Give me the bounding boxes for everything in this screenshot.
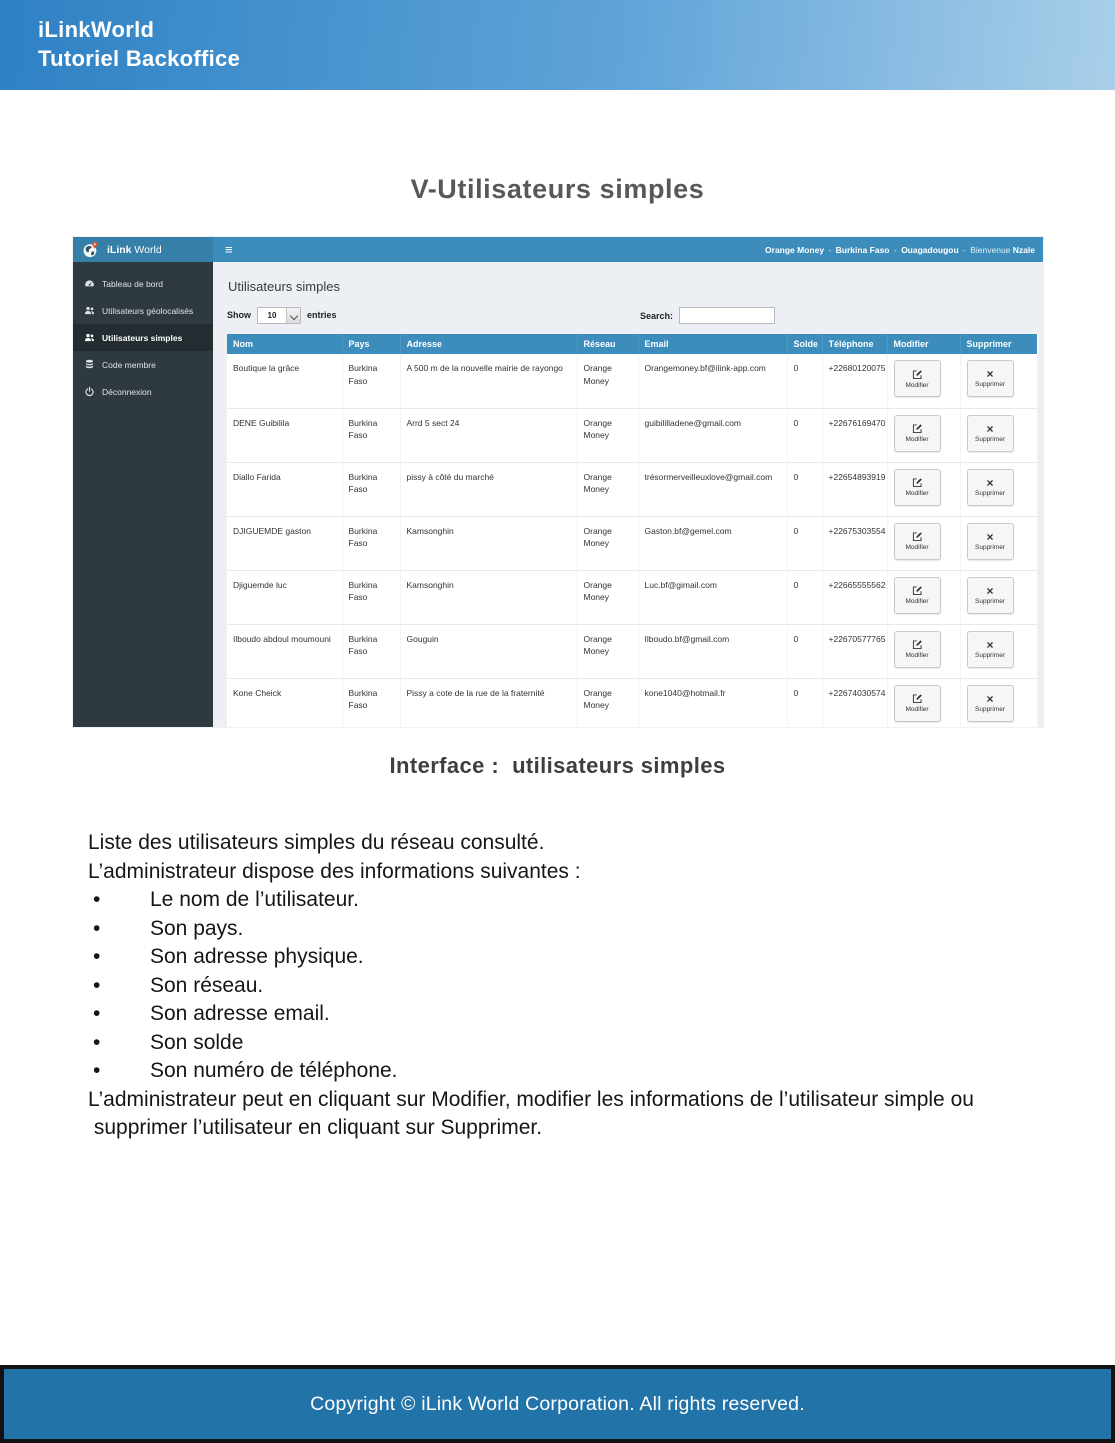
cell-telephone: +22675303554 <box>822 516 887 570</box>
header-title-line1: iLinkWorld <box>38 17 155 42</box>
cell-telephone: +22670577765 <box>822 624 887 678</box>
table-row <box>227 678 1037 727</box>
table-row <box>227 624 1037 678</box>
intro-line: Liste des utilisateurs simples du réseau consulté. <box>88 831 545 854</box>
bullet-list <box>88 886 1048 1086</box>
bullet-dot: • <box>93 945 101 968</box>
app-body <box>73 262 1043 727</box>
cell-adresse: Gouguin <box>400 624 577 678</box>
sidebar-item-deconnexion[interactable] <box>73 378 213 405</box>
bullet-dot: • <box>93 916 101 940</box>
cell-telephone: +22674030574 <box>822 678 887 727</box>
cell-email: kone1040@hotmail.fr <box>638 678 787 727</box>
table-row <box>227 408 1037 462</box>
sidebar-item-label: Tableau de bord <box>102 278 163 289</box>
cell-modifier <box>887 354 960 408</box>
cell-pays: Burkina Faso <box>342 462 400 516</box>
column-header-email[interactable]: Email <box>638 334 787 354</box>
document-footer <box>0 1365 1115 1443</box>
sidebar-item-label: Code membre <box>102 359 156 370</box>
cell-email: trésormerveilleuxlove@gmail.com <box>638 462 787 516</box>
supprimer-button[interactable]: × Supprimer <box>967 523 1014 560</box>
cell-reseau: Orange Money <box>577 570 638 624</box>
modifier-button[interactable]: Modifier <box>894 415 941 452</box>
cell-supprimer <box>960 354 1037 408</box>
sidebar-item-label: Utilisateurs simples <box>102 332 183 343</box>
table-row <box>227 570 1037 624</box>
supprimer-button[interactable]: × Supprimer <box>967 577 1014 614</box>
cell-email: guibililladene@gmail.com <box>638 408 787 462</box>
sidebar-item-code-membre[interactable] <box>73 351 213 378</box>
edit-icon <box>912 693 923 704</box>
edit-icon <box>912 423 923 434</box>
cell-pays: Burkina Faso <box>342 624 400 678</box>
bullet-text: Son adresse physique. <box>150 945 364 968</box>
x-icon: × <box>986 529 994 544</box>
search-input[interactable] <box>679 307 775 324</box>
screenshot-caption: Interface : utilisateurs simples <box>389 753 726 778</box>
globe-pin-icon <box>82 241 100 259</box>
cell-solde: 0 <box>787 570 822 624</box>
cell-pays: Burkina Faso <box>342 678 400 727</box>
table-controls <box>227 306 1038 328</box>
brand-text: iLink World <box>107 243 162 256</box>
cell-reseau: Orange Money <box>577 462 638 516</box>
cell-supprimer <box>960 462 1037 516</box>
entries-label: entries <box>307 310 337 320</box>
cell-supprimer <box>960 570 1037 624</box>
cell-solde: 0 <box>787 516 822 570</box>
outro-line: L’administrateur peut en cliquant sur Modifier, modifier les informations de l’utilisateur simple ou <box>88 1087 974 1111</box>
cell-solde: 0 <box>787 678 822 727</box>
cell-email: Luc.bf@gimail.com <box>638 570 787 624</box>
cell-reseau: Orange Money <box>577 354 638 408</box>
bullet-item <box>88 886 1048 915</box>
table-row <box>227 516 1037 570</box>
sidebar-item-tableau-de-bord[interactable] <box>73 270 213 297</box>
cell-adresse: Arrd 5 sect 24 <box>400 408 577 462</box>
supprimer-button[interactable]: × Supprimer <box>967 469 1014 506</box>
column-header-pays[interactable]: Pays <box>342 334 400 354</box>
brand-logo[interactable] <box>73 237 213 262</box>
table-row <box>227 354 1037 408</box>
bullet-text: Son réseau. <box>150 973 264 997</box>
cell-telephone: +22680120075 <box>822 354 887 408</box>
sidebar-item-label: Déconnexion <box>102 386 152 397</box>
cell-email: Ilboudo.bf@gmail.com <box>638 624 787 678</box>
x-icon: × <box>986 637 994 652</box>
cell-modifier <box>887 408 960 462</box>
cell-nom: Boutique la grâce <box>227 354 342 408</box>
navbar-status-text: Orange Money - Burkina Faso - Ouagadougou - Bienvenue Nzale <box>765 244 1035 255</box>
modifier-button[interactable]: Modifier <box>894 360 941 397</box>
cell-nom: Kone Cheick <box>227 678 342 727</box>
cell-nom: DJIGUEMDE gaston <box>227 516 342 570</box>
sidebar-item-label: Utilisateurs géolocalisés <box>102 305 194 316</box>
power-icon <box>84 386 95 397</box>
users-table <box>227 334 1038 727</box>
cell-solde: 0 <box>787 462 822 516</box>
supprimer-button[interactable]: × Supprimer <box>967 631 1014 668</box>
bullet-item <box>88 972 1048 1001</box>
bullet-item <box>88 1000 1048 1029</box>
bullet-dot: • <box>93 888 101 911</box>
cell-pays: Burkina Faso <box>342 570 400 624</box>
cell-email: Orangemoney.bf@ilink-app.com <box>638 354 787 408</box>
welcome-username: Nzale <box>1012 244 1035 255</box>
modifier-button[interactable]: Modifier <box>894 631 941 668</box>
cell-reseau: Orange Money <box>577 408 638 462</box>
cell-modifier <box>887 570 960 624</box>
supprimer-button[interactable]: × Supprimer <box>967 415 1014 452</box>
chevron-down-icon <box>286 308 300 323</box>
cell-modifier <box>887 516 960 570</box>
column-header-reseau[interactable]: Réseau <box>577 334 638 354</box>
edit-icon <box>912 477 923 488</box>
welcome-label: Bienvenue <box>970 244 1013 255</box>
hamburger-menu-icon[interactable]: ≡ <box>225 242 233 257</box>
bullet-item <box>88 1029 1048 1058</box>
page-size-select[interactable]: 10 <box>257 307 301 324</box>
document-header <box>0 0 1115 90</box>
copyright-text: Copyright © iLink World Corporation. All rights reserved. <box>310 1392 805 1415</box>
column-header-telephone[interactable]: Téléphone <box>822 334 887 354</box>
column-header-adresse[interactable]: Adresse <box>400 334 577 354</box>
intro-line: L’administrateur dispose des informations suivantes : <box>88 859 581 883</box>
bullet-item <box>88 1057 1048 1086</box>
cell-pays: Burkina Faso <box>342 408 400 462</box>
gauge-icon <box>84 278 95 289</box>
cell-supprimer <box>960 408 1037 462</box>
bullet-text: Son numéro de téléphone. <box>150 1059 398 1082</box>
cell-adresse: pissy à côté du marché <box>400 462 577 516</box>
supprimer-button[interactable]: × Supprimer <box>967 685 1014 722</box>
cell-solde: 0 <box>787 408 822 462</box>
column-header-solde[interactable]: Solde <box>787 334 822 354</box>
cell-reseau: Orange Money <box>577 678 638 727</box>
x-icon: × <box>986 583 994 598</box>
modifier-button[interactable]: Modifier <box>894 469 941 506</box>
app-navbar <box>73 237 1043 262</box>
search-control <box>640 307 775 324</box>
status-part: Ouagadougou <box>901 244 959 255</box>
sidebar-item-utilisateurs-geolocalises[interactable] <box>73 297 213 324</box>
bullet-dot: • <box>93 1002 101 1025</box>
cell-modifier <box>887 462 960 516</box>
bullet-dot: • <box>93 973 101 997</box>
bullet-text: Le nom de l’utilisateur. <box>150 888 359 911</box>
bullet-text: Son solde <box>150 1030 244 1054</box>
cell-reseau: Orange Money <box>577 624 638 678</box>
column-header-modifier[interactable]: Modifier <box>887 334 960 354</box>
modifier-button[interactable]: Modifier <box>894 577 941 614</box>
search-label: Search: <box>640 310 674 321</box>
cell-nom: DENE Guibilila <box>227 408 342 462</box>
cell-nom: Djiguemde luc <box>227 570 342 624</box>
x-icon: × <box>986 367 994 381</box>
bullet-text: Son adresse email. <box>150 1002 330 1025</box>
cell-supprimer <box>960 516 1037 570</box>
users-icon <box>84 305 95 316</box>
description-text <box>88 829 1048 1143</box>
edit-icon <box>912 639 923 650</box>
status-part: Burkina Faso <box>835 244 890 255</box>
x-icon: × <box>986 691 994 706</box>
main-content <box>213 262 1043 727</box>
modifier-button[interactable]: Modifier <box>894 523 941 560</box>
column-header-nom[interactable]: Nom <box>227 334 342 354</box>
x-icon: × <box>986 421 994 436</box>
edit-icon <box>912 369 923 380</box>
cell-telephone: +22665555562 <box>822 570 887 624</box>
column-header-supprimer[interactable]: Supprimer <box>960 334 1037 354</box>
cell-adresse: Kamsonghin <box>400 516 577 570</box>
sidebar <box>73 262 213 727</box>
cell-email: Gaston.bf@gemel.com <box>638 516 787 570</box>
navbar-main <box>213 237 1043 262</box>
show-label: Show <box>227 310 251 320</box>
cell-supprimer <box>960 678 1037 727</box>
users-icon <box>84 332 95 343</box>
cell-reseau: Orange Money <box>577 516 638 570</box>
edit-icon <box>912 531 923 542</box>
header-title-line2: Tutoriel Backoffice <box>38 46 241 71</box>
status-part: Orange Money <box>765 244 825 255</box>
modifier-button[interactable]: Modifier <box>894 685 941 722</box>
bullet-dot: • <box>93 1059 101 1082</box>
x-icon: × <box>986 475 994 490</box>
cell-adresse: A 500 m de la nouvelle mairie de rayongo <box>400 354 577 408</box>
cell-telephone: +22654893919 <box>822 462 887 516</box>
content-heading: Utilisateurs simples <box>228 279 340 294</box>
show-entries-control <box>227 306 1038 324</box>
cell-nom: Ilboudo abdoul moumouni <box>227 624 342 678</box>
bullet-item <box>88 915 1048 944</box>
cell-solde: 0 <box>787 354 822 408</box>
bullet-dot: • <box>93 1030 101 1054</box>
bullet-item <box>88 943 1048 972</box>
database-icon <box>84 359 95 370</box>
page-title: V-Utilisateurs simples <box>410 174 705 204</box>
cell-modifier <box>887 678 960 727</box>
cell-solde: 0 <box>787 624 822 678</box>
cell-pays: Burkina Faso <box>342 354 400 408</box>
cell-telephone: +22676169470 <box>822 408 887 462</box>
cell-modifier <box>887 624 960 678</box>
app-screenshot <box>73 237 1043 727</box>
edit-icon <box>912 585 923 596</box>
supprimer-button[interactable]: × Supprimer <box>967 360 1014 397</box>
sidebar-item-utilisateurs-simples[interactable] <box>73 324 213 351</box>
bullet-text: Son pays. <box>150 916 244 940</box>
cell-adresse: Kamsonghin <box>400 570 577 624</box>
cell-pays: Burkina Faso <box>342 516 400 570</box>
table-row <box>227 462 1037 516</box>
cell-supprimer <box>960 624 1037 678</box>
cell-adresse: Pissy a cote de la rue de la fraternité <box>400 678 577 727</box>
outro-line: supprimer l’utilisateur en cliquant sur Supprimer. <box>88 1116 543 1139</box>
cell-nom: Diallo Farida <box>227 462 342 516</box>
